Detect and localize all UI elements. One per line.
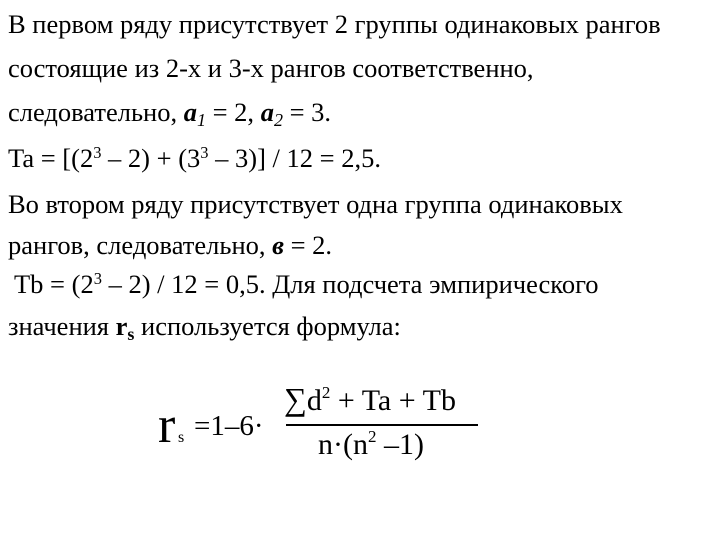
text-line-6-part-b: = 2.: [283, 230, 333, 260]
text-line-6-part-a: рангов, следовательно,: [8, 230, 273, 260]
sigma-symbol: ∑: [284, 381, 307, 417]
var-a1-index: 1: [196, 110, 206, 131]
exponent-2: 3: [200, 142, 209, 162]
text-line-4-part-b: – 2) + (3: [101, 143, 201, 173]
exponent-1: 3: [93, 142, 102, 162]
text-line-1: В первом ряду присутствует 2 группы одинаковых рангов: [8, 9, 661, 39]
var-r: r: [115, 311, 128, 341]
denominator-part-b: –1): [376, 428, 424, 461]
text-line-7: [14, 268, 599, 300]
formula-s-subscript: s: [178, 429, 185, 446]
denominator-part-a: n·(n: [318, 428, 368, 461]
formula-lhs: =1–6·: [194, 410, 264, 442]
numerator-d: d: [306, 384, 322, 417]
text-line-4-part-a: Ta = [(2: [8, 143, 94, 173]
text-line-2: состоящие из 2-х и 3-х рангов соответственно,: [8, 53, 534, 83]
text-line-3-part-b: = 2,: [205, 97, 261, 127]
text-line-8: [8, 310, 401, 345]
formula-r: r: [158, 397, 176, 454]
text-line-3-part-a: следовательно,: [8, 97, 184, 127]
var-a1: а: [183, 97, 197, 127]
var-a2-index: 2: [273, 110, 283, 131]
text-line-3-part-c: = 3.: [282, 97, 332, 127]
formula-numerator: [284, 382, 456, 422]
formula-denominator: [318, 428, 424, 466]
text-line-5: Во втором ряду присутствует одна группа одинаковых: [8, 189, 623, 219]
exponent-3: 3: [93, 268, 102, 288]
denominator-exponent: 2: [367, 427, 377, 446]
text-line-4: [8, 142, 381, 174]
fraction-bar: [286, 424, 478, 426]
text-line-3: [8, 96, 332, 131]
text-line-6: [8, 229, 332, 261]
var-v: в: [272, 230, 284, 260]
text-line-7-part-b: – 2) / 12 = 0,5. Для подсчета эмпирического: [101, 269, 599, 299]
text-line-8-part-b: используется формула:: [134, 311, 401, 341]
text-line-7-part-a: Tb = (2: [14, 269, 94, 299]
text-line-4-part-c: – 3)] / 12 = 2,5.: [208, 143, 381, 173]
var-a2: а: [260, 97, 274, 127]
var-r-index: s: [127, 324, 135, 345]
numerator-exponent: 2: [321, 383, 331, 402]
spearman-formula: [158, 376, 488, 466]
numerator-rest: + Ta + Tb: [330, 384, 456, 417]
text-line-8-part-a: значения: [8, 311, 116, 341]
